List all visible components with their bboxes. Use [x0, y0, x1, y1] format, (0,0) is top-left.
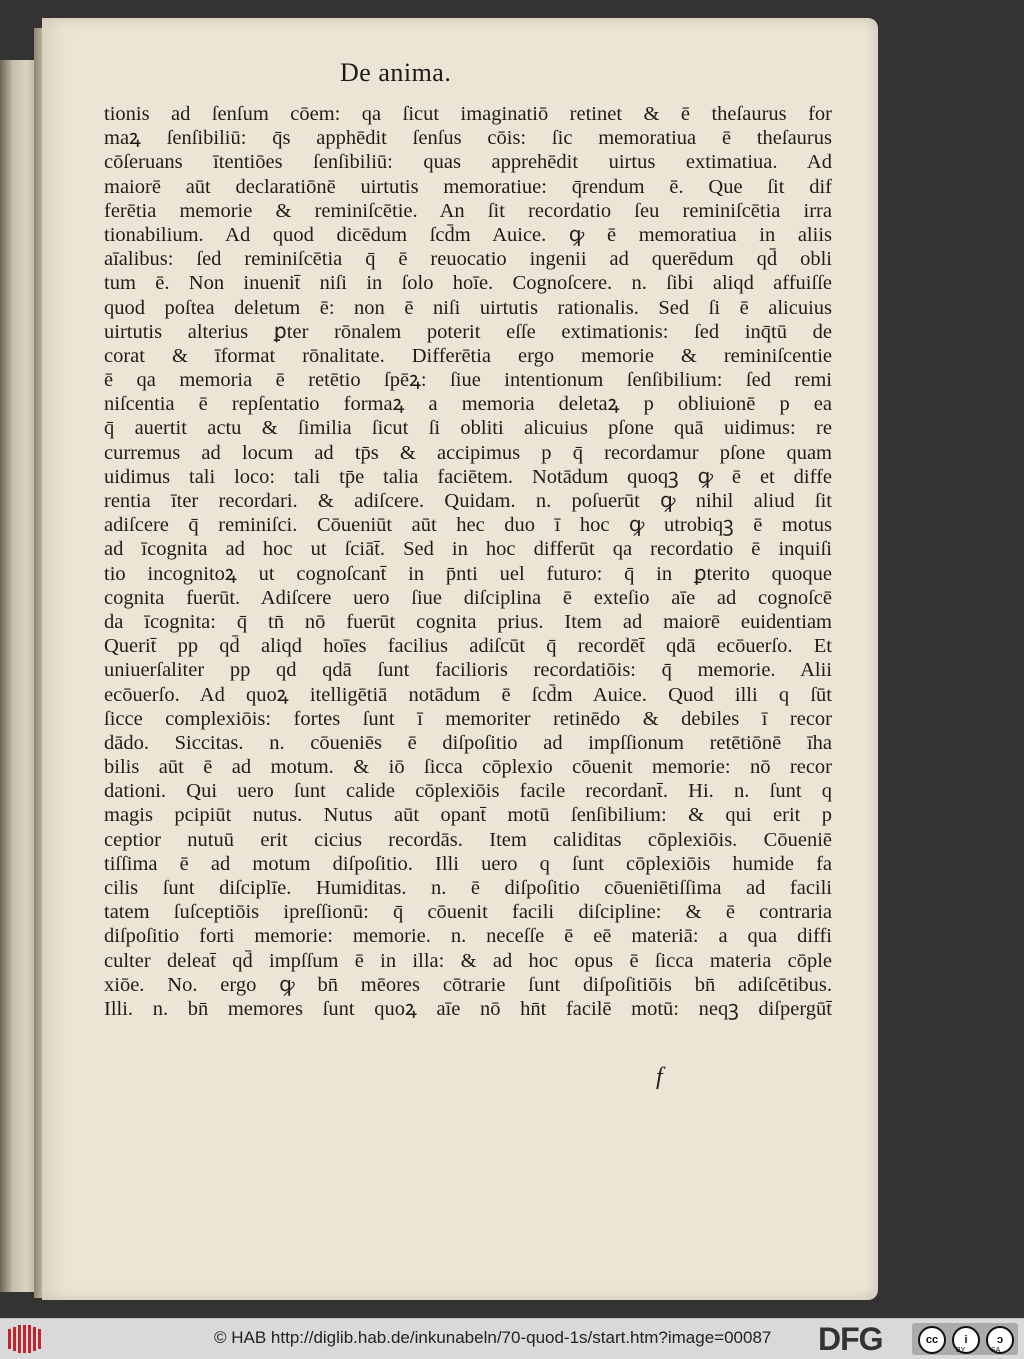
text-line: xiōe. No. ergo ꝙ bn̄ mēores cōtrarie ſunt diſpoſitiōis bn̄ adiſcētibus. — [104, 973, 832, 996]
text-line: q̄ auertit actu & ſimilia ſicut ſi obliti alicuius pſone quā uidimus: re — [104, 417, 832, 440]
page-text-block — [104, 102, 832, 1021]
text-line: cilis ſunt diſciplīe. Humiditas. n. ē diſpoſitio cōueniētiſſima ad facili — [104, 877, 832, 899]
text-line: dādo. Siccitas. n. cōueniēs ē diſpoſitio ad impſſionum retētiōnē īha — [104, 731, 832, 754]
signature-mark: f — [656, 1064, 663, 1090]
text-line: ferētia memorie & reminiſcētie. An ſit recordatio ſeu reminiſcētia irra — [104, 199, 832, 222]
previous-page-edge — [0, 60, 38, 1292]
text-line: cognita fuerūt. Adiſcere uero ſiue diſciplina ē exteſio aīe ad cognoſcē — [104, 586, 832, 609]
text-line: aīalibus: ſed reminiſcētia q̄ ē reuocatio ingenii ad querēdum qd̄ obli — [104, 248, 832, 271]
sa-label: SA — [991, 1347, 1001, 1354]
text-line: ē qa memoria ē retētio ſpēꝝ: ſiue intentionum ſenſibilium: ſed remi — [104, 369, 832, 392]
text-line: cōſeruans ītentiōes ſenſibiliū: quas apprehēdit uirtus extimatiua. Ad — [104, 151, 832, 174]
text-line: maꝝ ſenſibiliū: q̄s apphēdit ſenſus cōis: ſic memoratiua ē theſaurus — [104, 127, 832, 150]
text-line: ſicce complexiōis: fortes ſunt ī memoriter retinēdo & debiles ī recor — [104, 707, 832, 730]
running-header: De anima. — [340, 58, 452, 87]
text-line: magis pcipiūt nutus. Nutus aūt opant̄ motū ſenſibilium: & qui erit p — [104, 804, 832, 827]
hab-library-icon[interactable] — [8, 1325, 42, 1353]
text-line: uirtutis alterius ꝑter rōnalem poterit eſſe extimationis: ſed inq̄tū de — [104, 320, 832, 343]
text-line: tum ē. Non inuenit̄ niſi in ſolo hoīe. Cognoſcere. n. ſibi aliqd affuiſſe — [104, 272, 832, 295]
text-line: tionabilium. Ad quod dicēdum ſcd̄m Auice. ꝙ ē memoratiua in aliis — [104, 223, 832, 246]
text-line: ceptior nutuū erit cicius recordās. Item caliditas cōplexiōis. Cōueniē — [104, 828, 832, 851]
share-alike-icon: ↄ — [986, 1326, 1014, 1354]
copyright-url-text[interactable]: © HAB http://diglib.hab.de/inkunabeln/70-quod-1s/start.htm?image=00087 — [214, 1328, 772, 1347]
text-line: niſcentia ē repſentatio formaꝝ a memoria deletaꝝ p obliuionē p ea — [104, 393, 832, 416]
text-line: adiſcere q̄ reminiſci. Cōueniūt aūt hec duo ī hoc ꝙ utrobiqꝫ ē motus — [104, 514, 832, 537]
text-line: quod poſtea deletum ē: non ē niſi uirtutis rationalis. Sed ſi ē alicuius — [104, 296, 832, 319]
attribution-icon: i — [952, 1326, 980, 1354]
text-line: ecōuerſo. Ad quoꝝ itelligētiā notādum ē ſcd̄m Auice. Quod illi q ſūt — [104, 683, 832, 706]
text-line: dationi. Qui uero ſunt calide cōplexiōis facile recordant̄. Hi. n. ſunt q — [104, 780, 832, 803]
text-line: Querit̄ pp qd̄ aliqd hoīes facilius adiſcūt q̄ recordēt̄ qdā ecōuerſo. Et — [104, 635, 832, 658]
text-line: diſpoſitio forti memorie: memorie. n. neceſſe ē eē materiā: a qua diffi — [104, 925, 832, 948]
cc-icon: cc — [918, 1326, 946, 1354]
book-page — [42, 18, 878, 1300]
creative-commons-badge[interactable] — [912, 1323, 1018, 1355]
by-label: BY — [956, 1347, 966, 1354]
text-line: tionis ad ſenſum cōem: qa ſicut imaginatiō retinet & ē theſaurus for — [104, 103, 832, 125]
text-line: ad īcognita ad hoc ut ſciāt̄. Sed in hoc differūt qa recordatio ē inquiſi — [104, 538, 832, 561]
text-line: tiſſima ē ad motum diſpoſitio. Illi uero q ſunt cōplexiōis humide fa — [104, 852, 832, 875]
text-line: corat & īformat rōnalitate. Differētia ergo memorie & reminiſcentie — [104, 344, 832, 367]
dfg-logo[interactable]: DFG — [818, 1321, 883, 1357]
text-line: rentia īter recordari. & adiſcere. Quidam. n. poſuerūt ꝙ nihil aliud ſit — [104, 490, 832, 512]
text-line: tio incognitoꝝ ut cognoſcant̄ in p̄nti uel futuro: q̄ in ꝑterito quoque — [104, 562, 832, 585]
viewer-footer — [0, 1318, 1024, 1359]
text-line: uniuerſaliter pp qd qdā ſunt facilioris recordatiōis: q̄ memorie. Alii — [104, 659, 832, 682]
text-line: culter deleat̄ qd̄ impſſum ē in illa: & ad hoc opus ē ſicca materia cōple — [104, 949, 832, 972]
text-line: da īcognita: q̄ tn̄ nō fuerūt cognita prius. Item ad maiorē euidentiam — [104, 610, 832, 633]
text-line: curremus ad locum ad tp̄s & accipimus p q̄ recordamur pſone quam — [104, 441, 832, 464]
text-line: maiorē aūt declaratiōnē uirtutis memoratiue: q̄rendum ē. Que ſit dif — [104, 175, 832, 198]
text-line: uidimus tali loco: tali tp̄e talia faciētem. Notādum quoqꝫ ꝙ ē et diffe — [104, 465, 832, 488]
text-line: Illi. n. bn̄ memores ſunt quoꝝ aīe nō hn̄t facilē motū: neqꝫ diſpergūt̄ — [104, 997, 832, 1020]
text-line: bilis aūt ē ad motum. & iō ſicca cōplexio cōuenit memorie: nō recor — [104, 756, 832, 779]
text-line: tatem ſuſceptiōis ipreſſionū: q̄ cōuenit facili diſcipline: & ē contraria — [104, 901, 832, 924]
